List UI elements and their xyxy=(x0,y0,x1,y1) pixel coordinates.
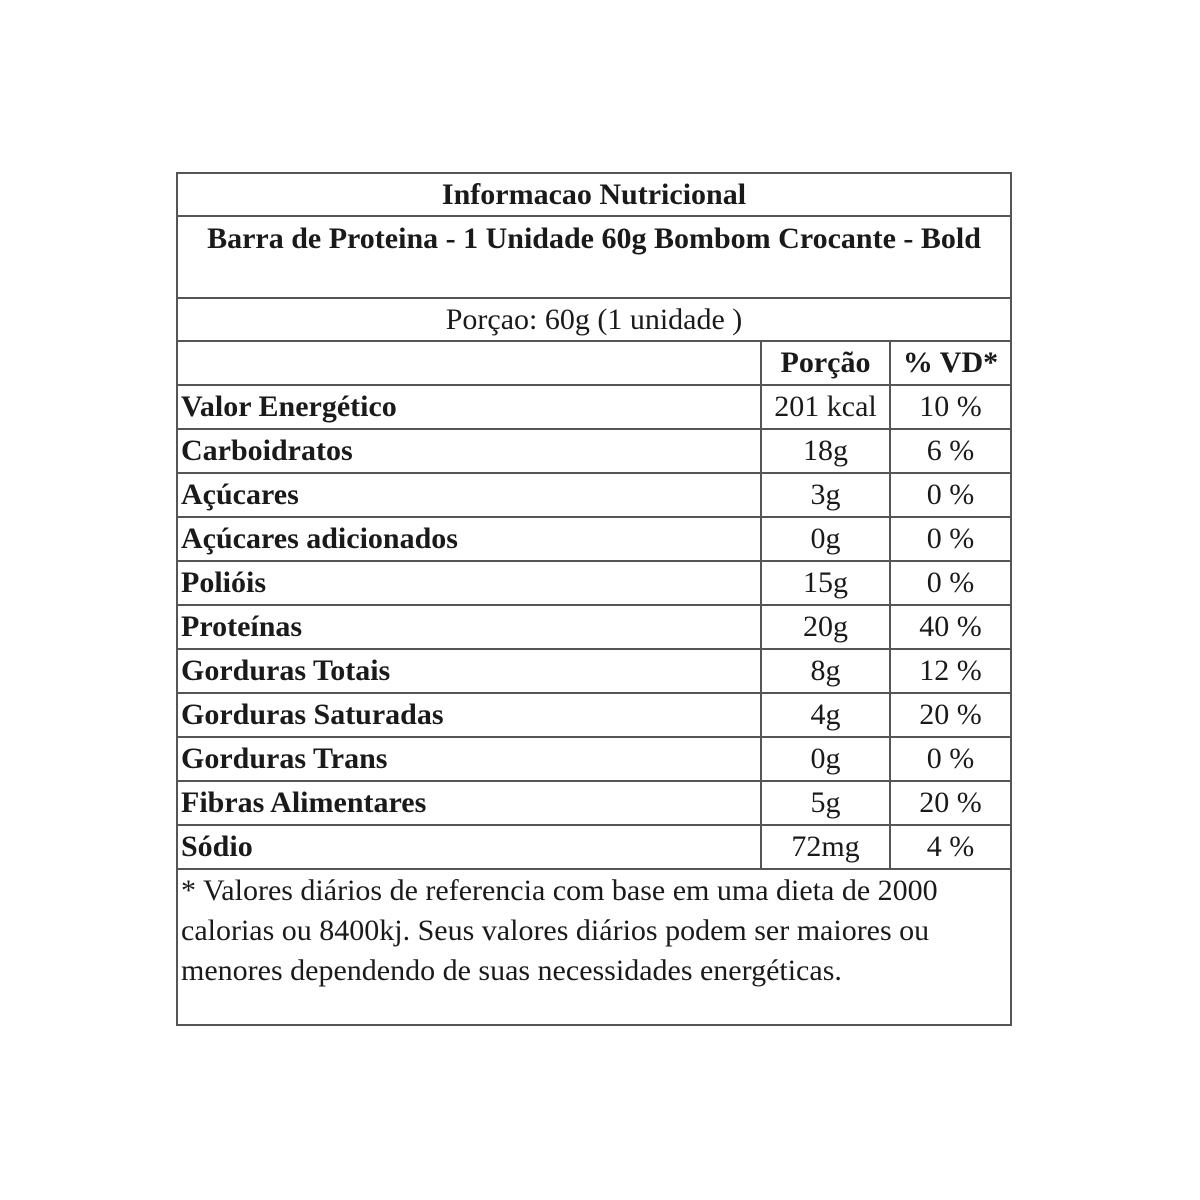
nutrient-name: Gorduras Saturadas xyxy=(178,694,762,736)
nutrient-name: Valor Energético xyxy=(178,386,762,428)
table-row xyxy=(178,650,1010,694)
nutrient-name: Carboidratos xyxy=(178,430,762,472)
nutrient-amount: 3g xyxy=(762,474,891,516)
nutrient-name: Açúcares adicionados xyxy=(178,518,762,560)
table-row xyxy=(178,782,1010,826)
nutrient-daily-value: 0 % xyxy=(926,522,975,555)
table-row xyxy=(178,430,1010,474)
portion-size: Porçao: 60g (1 unidade ) xyxy=(178,299,1010,342)
nutrient-daily-value: 20 % xyxy=(919,698,982,731)
footnote: * Valores diários de referencia com base em uma dieta de 2000 calorias ou 8400kj. Seus valores diários podem ser maiores ou menores dependendo de suas necessidades energéticas. xyxy=(181,874,938,987)
column-header-nutrient xyxy=(178,342,762,384)
table-title: Informacao Nutricional xyxy=(178,174,1010,217)
table-row xyxy=(178,826,1010,870)
table-row xyxy=(178,694,1010,738)
table-row xyxy=(178,562,1010,606)
nutrient-name: Proteínas xyxy=(178,606,762,648)
column-header-row xyxy=(178,342,1010,386)
nutrient-name: Sódio xyxy=(178,826,762,868)
nutrient-daily-value: 0 % xyxy=(926,566,975,599)
nutrient-daily-value: 10 % xyxy=(919,390,982,423)
nutrient-amount: 0g xyxy=(762,518,891,560)
table-row xyxy=(178,518,1010,562)
nutrient-amount: 201 kcal xyxy=(762,386,891,428)
table-row xyxy=(178,738,1010,782)
nutrition-facts-table xyxy=(176,172,1012,1026)
nutrient-daily-value: 40 % xyxy=(919,610,982,643)
nutrient-amount: 15g xyxy=(762,562,891,604)
nutrient-daily-value: 20 % xyxy=(919,786,982,819)
nutrient-daily-value: 6 % xyxy=(926,434,975,467)
nutrient-daily-value: 0 % xyxy=(926,742,975,775)
nutrient-name: Gorduras Totais xyxy=(178,650,762,692)
table-row xyxy=(178,386,1010,430)
nutrient-name: Gorduras Trans xyxy=(178,738,762,780)
nutrient-amount: 8g xyxy=(762,650,891,692)
nutrient-name: Fibras Alimentares xyxy=(178,782,762,824)
nutrient-amount: 4g xyxy=(762,694,891,736)
column-header-amount: Porção xyxy=(762,342,891,384)
nutrient-name: Polióis xyxy=(178,562,762,604)
column-header-daily-value: % VD* xyxy=(902,346,999,379)
nutrient-daily-value: 0 % xyxy=(926,478,975,511)
nutrient-name: Açúcares xyxy=(178,474,762,516)
nutrient-amount: 0g xyxy=(762,738,891,780)
nutrient-amount: 5g xyxy=(762,782,891,824)
table-row xyxy=(178,474,1010,518)
table-row xyxy=(178,606,1010,650)
nutrient-daily-value: 4 % xyxy=(926,830,975,863)
product-name: Barra de Proteina - 1 Unidade 60g Bombom Crocante - Bold xyxy=(178,217,1010,299)
nutrient-amount: 72mg xyxy=(762,826,891,868)
nutrient-amount: 20g xyxy=(762,606,891,648)
nutrient-amount: 18g xyxy=(762,430,891,472)
nutrient-daily-value: 12 % xyxy=(919,654,982,687)
